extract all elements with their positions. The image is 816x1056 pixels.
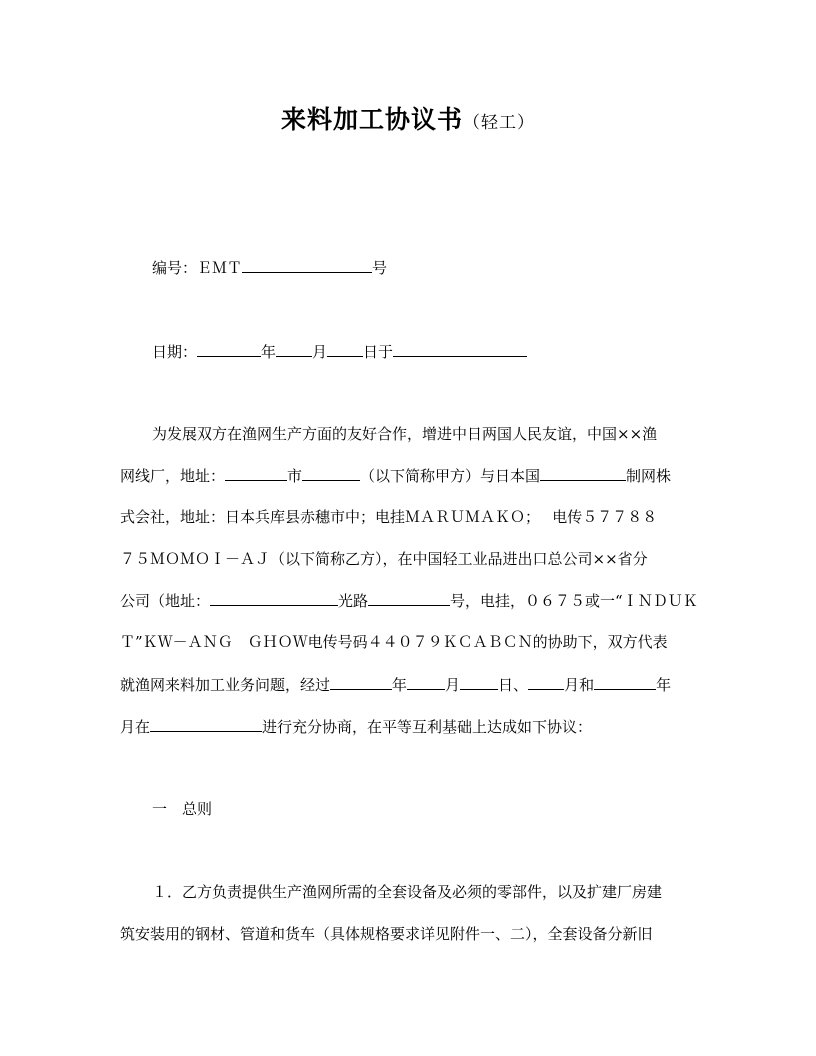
number-suffix: 号 bbox=[372, 259, 388, 277]
preamble-text: 就渔网来料加工业务问题，经过 bbox=[120, 676, 331, 694]
clause-text: １．乙方负责提供生产渔网所需的全套设备及必须的零部件，以及扩建厂房建 bbox=[152, 883, 663, 901]
preamble-text: ７５ＭＯＭＯＩ－ＡＪ（以下简称乙方），在中国轻工业品进出口总公司××省分 bbox=[120, 550, 648, 568]
preamble-text: 号，电挂，０６７５或一“ＩＮＤＵＫ bbox=[450, 592, 698, 610]
contract-date-line bbox=[120, 341, 752, 362]
preamble-line bbox=[120, 632, 720, 652]
title-main: 来料加工协议书 bbox=[280, 105, 463, 134]
month-blank bbox=[276, 341, 312, 357]
clause-text: 筑安装用的钢材、管道和货车（具体规格要求详见附件一、二），全套设备分新旧 bbox=[120, 925, 653, 943]
number-label: 编号：ＥＭＴ bbox=[152, 259, 243, 277]
preamble-text: 月在 bbox=[120, 718, 151, 736]
meeting-year2-blank bbox=[594, 674, 656, 690]
preamble-line bbox=[120, 465, 720, 486]
preamble-line bbox=[120, 590, 720, 611]
section-heading-text: 一 总则 bbox=[152, 800, 213, 818]
day-blank bbox=[327, 341, 363, 357]
preamble-text: 月和 bbox=[564, 676, 595, 694]
preamble-text: 日、 bbox=[498, 676, 529, 694]
house-number-blank bbox=[368, 590, 450, 606]
month-label: 月 bbox=[312, 343, 328, 361]
preamble-text: 制网株 bbox=[626, 467, 672, 485]
day-label: 日于 bbox=[363, 343, 394, 361]
year-label: 年 bbox=[261, 343, 277, 361]
preamble-text: 公司（地址： bbox=[120, 592, 211, 610]
preamble-text: 进行充分协商，在平等互利基础上达成如下协议： bbox=[262, 718, 593, 736]
preamble-text: 年 bbox=[392, 676, 408, 694]
section-heading bbox=[120, 799, 752, 819]
preamble-text: 年 bbox=[656, 676, 672, 694]
date-label: 日期： bbox=[152, 343, 198, 361]
clause-line bbox=[120, 924, 720, 944]
branch-address-blank bbox=[210, 590, 338, 606]
preamble-text: 式会社，地址：日本兵库县赤穗市中；电挂ＭＡＲＵＭＡＫＯ； 电传５７７８８ bbox=[120, 508, 658, 526]
preamble-text: 光路 bbox=[338, 592, 369, 610]
preamble-text: （以下简称甲方）与日本国 bbox=[360, 467, 541, 485]
place-blank bbox=[393, 341, 527, 357]
contract-number-line bbox=[120, 257, 752, 278]
clause-line bbox=[120, 882, 752, 902]
year-blank bbox=[197, 341, 261, 357]
preamble-line bbox=[120, 716, 720, 737]
preamble-line bbox=[120, 507, 720, 527]
number-blank bbox=[242, 257, 372, 273]
preamble-text: 为发展双方在渔网生产方面的友好合作，增进中日两国人民友谊，中国××渔 bbox=[152, 425, 658, 443]
address-blank bbox=[225, 465, 287, 481]
meeting-place-blank bbox=[150, 716, 262, 732]
preamble-line bbox=[120, 674, 720, 695]
title-suffix: （轻工） bbox=[463, 113, 535, 133]
preamble-text: 网线厂，地址： bbox=[120, 467, 226, 485]
city-blank bbox=[302, 465, 360, 481]
preamble-text: Ｔ”ＫＷ－ＡＮＧ ＧＨＯＷ电传号码４４０７９ＫＣＡＢＣＮ的协助下，双方代表 bbox=[120, 633, 668, 651]
document-title bbox=[0, 100, 816, 136]
company-blank bbox=[540, 465, 626, 481]
meeting-month-blank bbox=[407, 674, 445, 690]
preamble-line bbox=[120, 549, 720, 569]
meeting-day-blank bbox=[460, 674, 498, 690]
meeting-year-blank bbox=[330, 674, 392, 690]
preamble-line bbox=[120, 424, 752, 444]
meeting-month2-blank bbox=[528, 674, 564, 690]
preamble-text: 市 bbox=[287, 467, 303, 485]
preamble-text: 月 bbox=[445, 676, 461, 694]
